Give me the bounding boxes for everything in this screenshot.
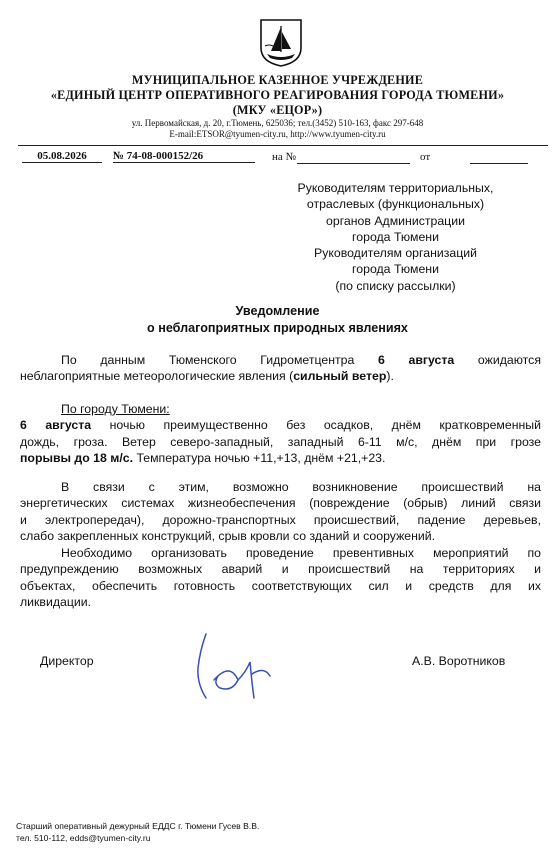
- signer-position: Директор: [40, 654, 94, 668]
- phenomena-text-end: ).: [386, 369, 394, 384]
- addressee-line: Руководителям территориальных,: [297, 181, 494, 195]
- executor-info: Старший оперативный дежурный ЕДДС г. Тюмени Гусев В.В.: [16, 821, 260, 831]
- tyumen-coat-of-arms-icon: [259, 18, 303, 68]
- forecast-text: дождь, гроза. Ветер северо-западный, западный 6-11 м/с, днём при грозе: [20, 434, 541, 449]
- intro-text: По данным Тюменского Гидрометцентра: [61, 353, 355, 367]
- measures-line: предупреждению возможных аварий и происшествий на территориях и: [20, 562, 541, 577]
- addressee-block: [268, 180, 523, 294]
- measures-line: ликвидации.: [20, 594, 92, 609]
- forecast-date: 6 августа: [20, 418, 92, 433]
- addressee-line: города Тюмени: [352, 229, 439, 244]
- risks-line: В связи с этим, возможно возникновение происшествий на: [61, 480, 541, 494]
- document-date: 05.08.2026: [22, 150, 102, 163]
- org-name-line1: МУНИЦИПАЛЬНОЕ КАЗЕННОЕ УЧРЕЖДЕНИЕ: [131, 73, 424, 87]
- measures-line: объектах, обеспечить готовность соответствующих сил и средств для их: [20, 578, 541, 593]
- forecast-text: ночью преимущественно без осадков, днём кратковременный: [91, 418, 541, 433]
- org-address: ул. Первомайская, д. 20, г.Тюмень, 625036; тел.(3452) 510-163, факс 297-648: [131, 118, 424, 128]
- intro-text-end: ожидаются: [477, 353, 541, 367]
- phenomena-highlight: сильный ветер: [293, 369, 387, 384]
- org-name-short: (МКУ «ЕЦОР»): [232, 103, 323, 117]
- reference-number-blank: [297, 163, 410, 164]
- document-number: № 74-08-000152/26: [113, 150, 255, 163]
- addressee-line: органов Администрации: [326, 213, 465, 228]
- risks-line: и электропередач), дорожно-транспортных происшествий, падение деревьев,: [20, 512, 541, 527]
- header-divider: [18, 145, 548, 146]
- intro-date: 6 августа: [377, 353, 455, 367]
- temperature-text: Температура ночью +11,+13, днём +21,+23.: [133, 450, 386, 465]
- addressee-line: (по списку рассылки): [335, 278, 456, 293]
- risks-line: слабо закрепленных конструкций, срыв кровли со зданий и сооружений.: [20, 528, 436, 543]
- reference-date-blank: [470, 163, 528, 164]
- title-line2: о неблагоприятных природных явлениях: [147, 320, 408, 335]
- org-name-line2: «ЕДИНЫЙ ЦЕНТР ОПЕРАТИВНОГО РЕАГИРОВАНИЯ ГОРОДА ТЮМЕНИ»: [50, 88, 505, 102]
- risks-line: энергетических системах жизнеобеспечения (повреждение (обрыв) линий связи: [20, 496, 541, 511]
- reference-number-label: на №: [272, 151, 297, 163]
- document-title: [0, 303, 555, 336]
- measures-paragraph: [20, 545, 541, 610]
- title-line1: Уведомление: [235, 304, 320, 318]
- org-contacts: E-mail:ETSOR@tyumen-city.ru, http://www.tyumen-city.ru: [169, 129, 386, 139]
- forecast-intro-paragraph: [20, 352, 541, 385]
- measures-line: Необходимо организовать проведение превентивных мероприятий по: [61, 546, 541, 560]
- city-forecast-heading: По городу Тюмени:: [61, 402, 170, 416]
- risks-paragraph: [20, 479, 541, 544]
- handwritten-signature: [186, 628, 282, 708]
- reference-date-label: от: [420, 151, 431, 163]
- addressee-line: отраслевых (функциональных): [306, 197, 485, 212]
- city-forecast-paragraph: [20, 401, 541, 466]
- gusts-highlight: порывы до 18 м/с.: [20, 450, 134, 465]
- executor-contacts: тел. 510-112, edds@tyumen-city.ru: [16, 833, 151, 843]
- signer-name: А.В. Воротников: [412, 654, 506, 668]
- addressee-line: города Тюмени: [352, 262, 439, 277]
- phenomena-text: неблагоприятные метеорологические явления (: [20, 369, 294, 384]
- addressee-line: Руководителям организаций: [314, 246, 477, 261]
